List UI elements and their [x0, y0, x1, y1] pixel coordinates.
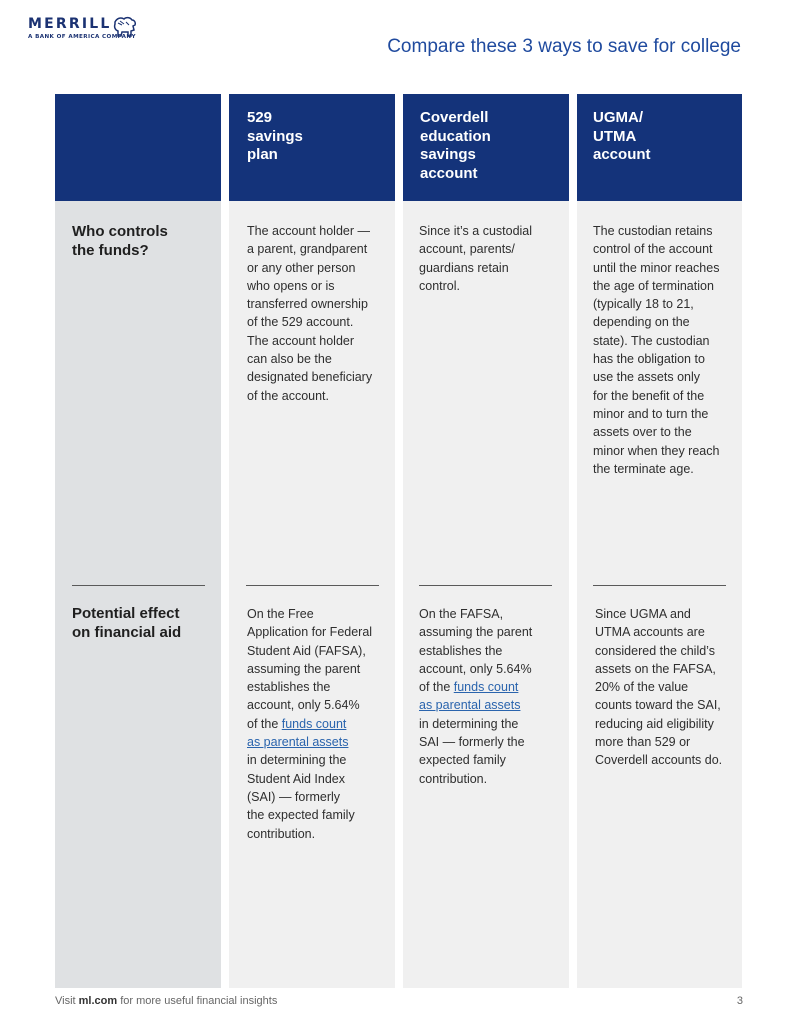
brand-tagline: A BANK OF AMERICA COMPANY	[28, 34, 136, 40]
column-529-plan	[229, 94, 395, 988]
brand-name: MERRILL	[28, 16, 112, 32]
cell-text-before: On the FAFSA, assuming the parent establishes the account, only 5.64% of the	[419, 607, 533, 695]
column-ugma-utma	[577, 94, 742, 988]
cell-text-after: in determining the Student Aid Index (SAI) — formerly the expected family contribution.	[247, 753, 355, 841]
divider	[246, 585, 379, 586]
divider	[593, 585, 726, 586]
footer	[55, 995, 277, 1007]
row-label-financial-aid: Potential effect on financial aid	[72, 605, 182, 641]
row-label-column	[55, 94, 221, 988]
funds-count-link[interactable]: funds count as parental assets	[247, 716, 349, 750]
cell-financial-aid-ugma: Since UGMA and UTMA accounts are considered the child’s assets on the FAFSA, 20% of the value counts toward the SAI, reducing aid eligibility more than 529 or Coverdell accounts do.	[595, 607, 723, 768]
column-coverdell	[403, 94, 569, 988]
row-label-controls: Who controls the funds?	[72, 223, 168, 259]
cell-financial-aid-529	[247, 605, 385, 843]
column-heading: Coverdell education savings account	[420, 109, 491, 182]
bull-icon	[112, 16, 138, 40]
divider	[419, 585, 552, 586]
funds-count-link[interactable]: funds count as parental assets	[419, 680, 521, 713]
page-title: Compare these 3 ways to save for college	[387, 36, 741, 57]
divider	[72, 585, 205, 586]
footer-site-link[interactable]: ml.com	[78, 995, 118, 1007]
empty-header-cell	[55, 94, 221, 201]
merrill-logo	[28, 16, 136, 40]
cell-financial-aid-coverdell	[419, 605, 557, 788]
footer-prefix: Visit	[55, 995, 79, 1007]
cell-controls-529: The account holder — a parent, grandparent or any other person who opens or is transferred ownership of the 529 account. The account holder can also be the designated beneficiary of the account.	[247, 224, 373, 403]
cell-text-after: in determining the SAI — formerly the expected family contribution.	[419, 716, 525, 786]
footer-suffix: for more useful financial insights	[117, 995, 278, 1007]
cell-controls-ugma: The custodian retains control of the account until the minor reaches the age of termination (typically 18 to 21, depending on the state). The custodian has the obligation to use the assets only for the benefit of the minor and to turn the assets over to the minor when they reach the terminate age.	[593, 224, 720, 476]
column-header	[229, 94, 395, 201]
column-heading: UGMA/ UTMA account	[593, 109, 651, 163]
column-header	[577, 94, 742, 201]
cell-text-before: On the Free Application for Federal Student Aid (FAFSA), assuming the parent establishes the account, only 5.64% of the	[247, 607, 373, 731]
cell-controls-coverdell: Since it’s a custodial account, parents/ guardians retain control.	[419, 224, 533, 293]
column-header	[403, 94, 569, 201]
column-heading: 529 savings plan	[247, 109, 303, 163]
page-number: 3	[736, 995, 743, 1007]
